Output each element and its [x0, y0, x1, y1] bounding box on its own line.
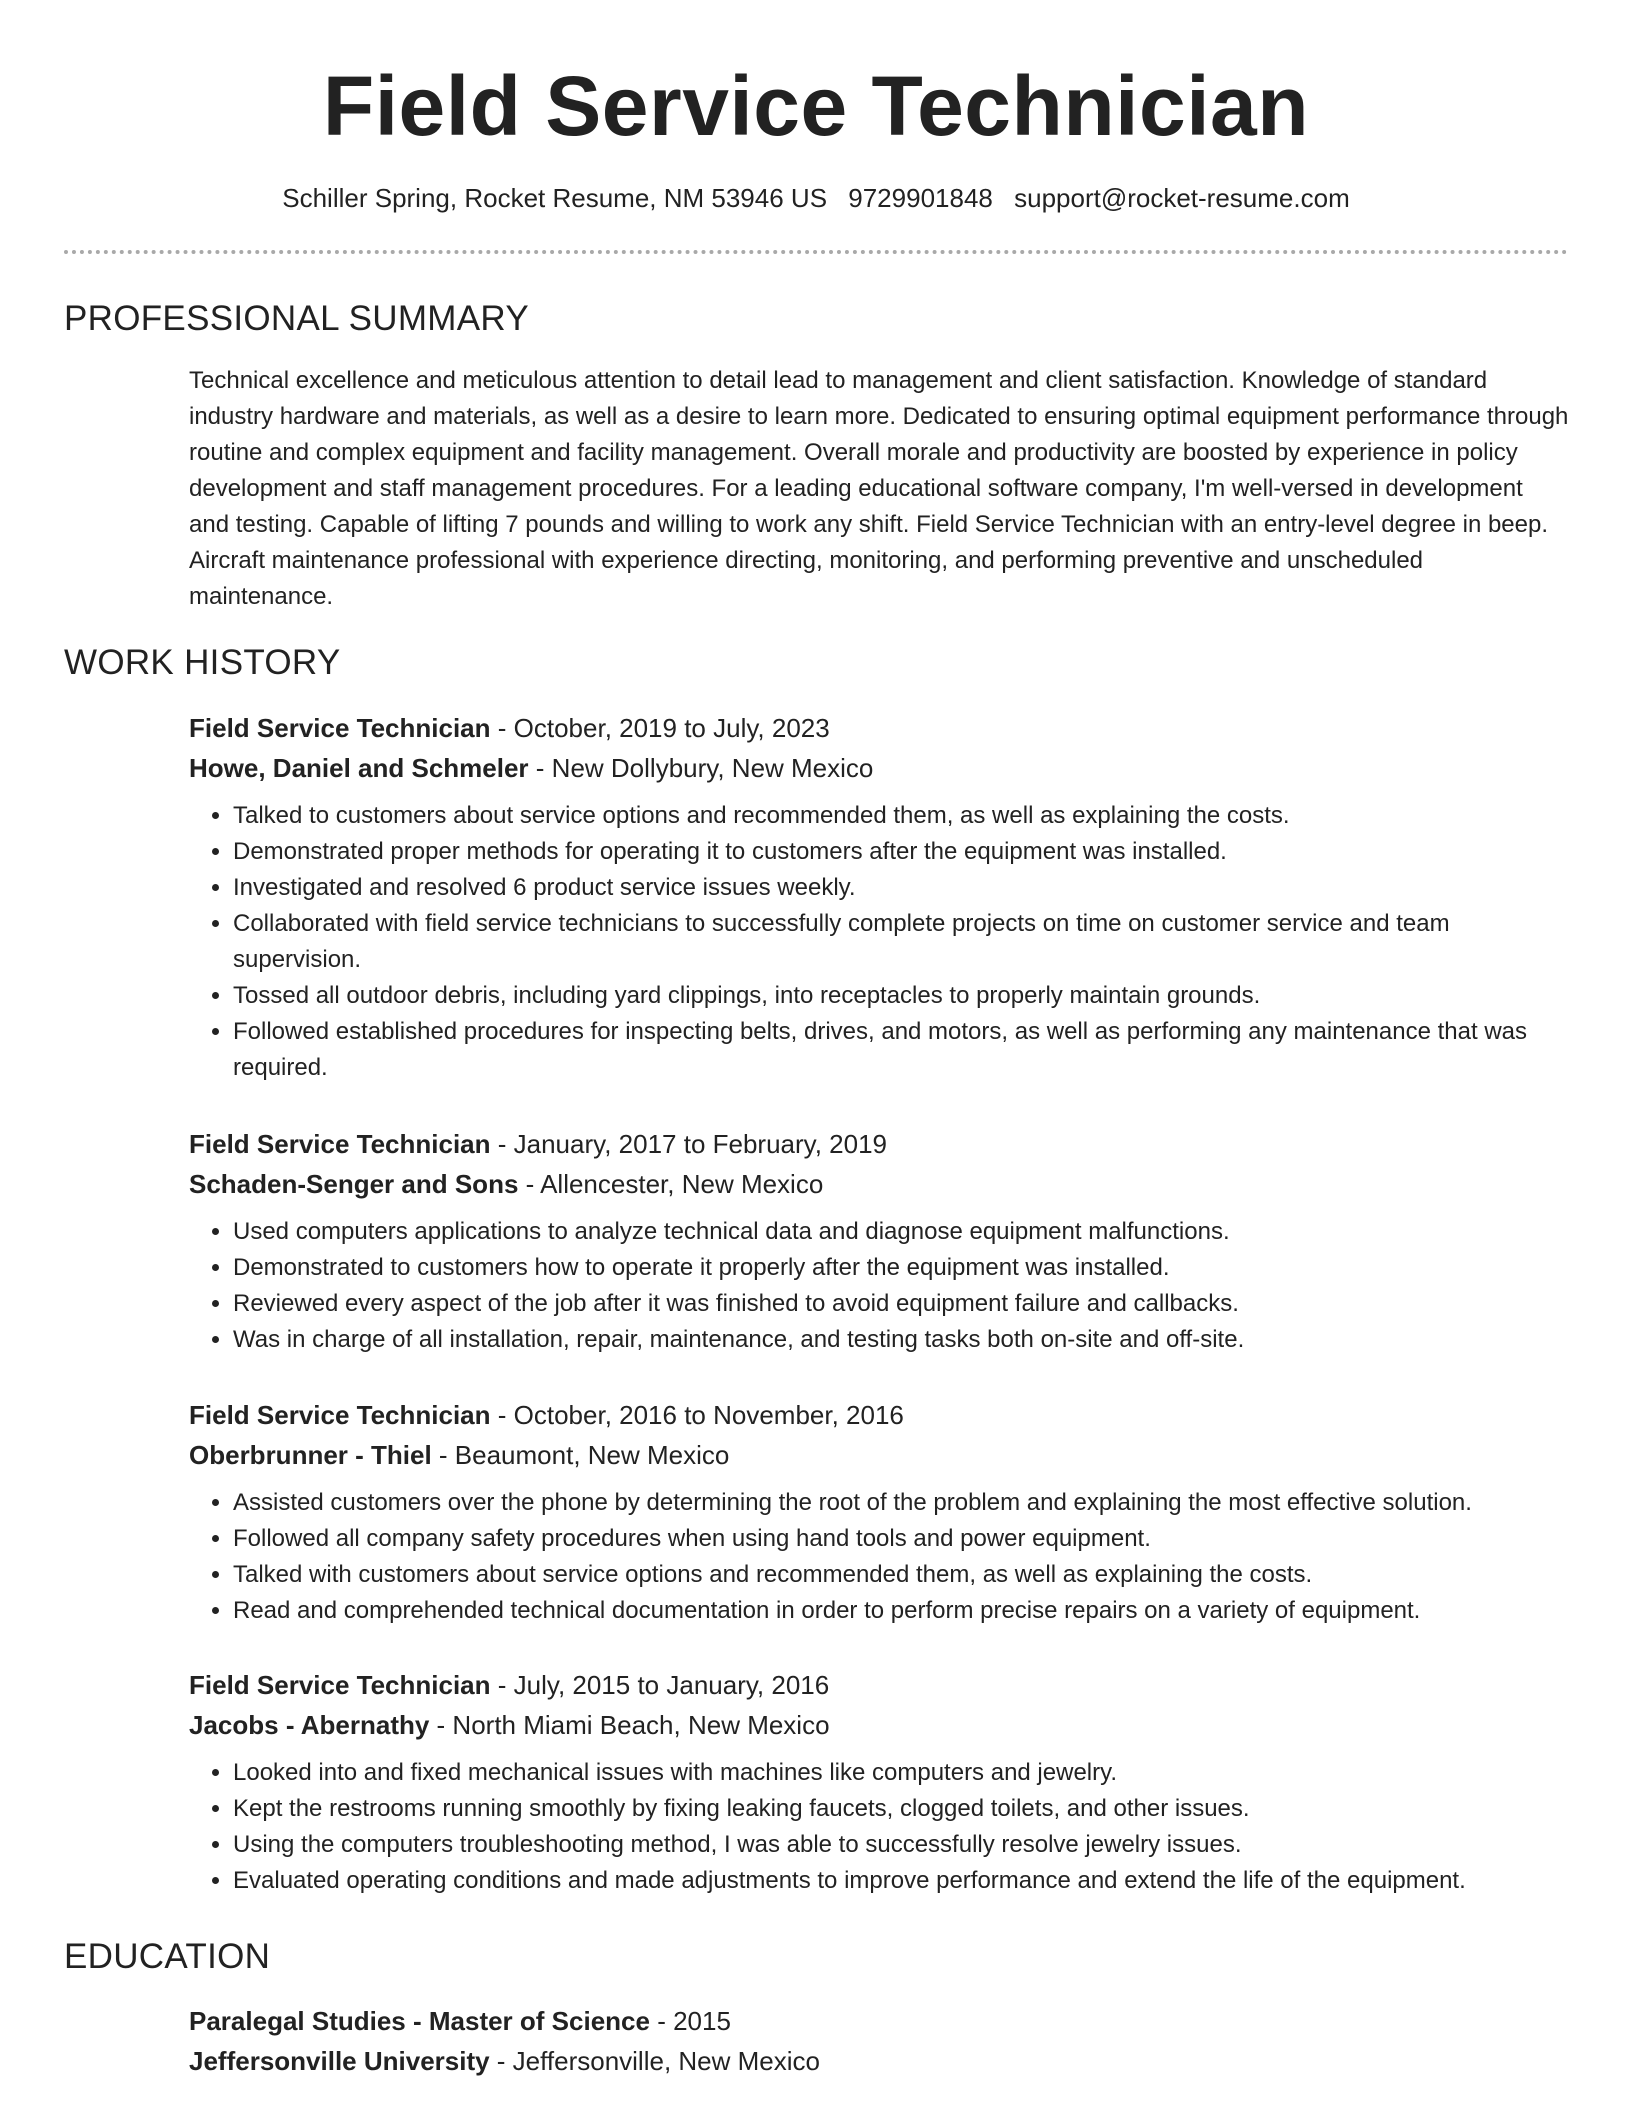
job-bullet: • Demonstrated proper methods for operating it to customers after the equipment was installed.: [233, 834, 1569, 870]
education-school-line: [189, 2041, 1569, 2081]
contact-line: [0, 180, 1632, 216]
job-bullet: • Was in charge of all installation, repair, maintenance, and testing tasks both on-site and off-site.: [233, 1322, 1569, 1358]
resume-name: Field Service Technician: [322, 59, 1310, 153]
job-bullet: • Read and comprehended technical documentation in order to perform precise repairs on a variety of equipment.: [233, 1593, 1569, 1629]
job-bullet: • Looked into and fixed mechanical issues with machines like computers and jewelry.: [233, 1755, 1569, 1791]
work-history-heading: WORK HISTORY: [64, 643, 341, 682]
job-company: Oberbrunner - Thiel: [189, 1440, 432, 1470]
job-bullet: • Followed established procedures for inspecting belts, drives, and motors, as well as performing any maintenance that was required.: [233, 1014, 1569, 1086]
job-entry-2: [189, 1124, 1569, 1358]
job-dates: - January, 2017 to February, 2019: [490, 1129, 888, 1159]
job-bullet: • Collaborated with field service technicians to successfully complete projects on time on customer service and team supervision.: [233, 906, 1569, 978]
header-divider: [64, 250, 1568, 254]
job-company-line: [189, 748, 1569, 788]
job-role: Field Service Technician: [189, 713, 491, 743]
job-bullet: • Talked with customers about service options and recommended them, as well as explaining the costs.: [233, 1557, 1569, 1593]
education-degree: Paralegal Studies - Master of Science: [189, 2006, 650, 2036]
job-bullet: • Demonstrated to customers how to operate it properly after the equipment was installed.: [233, 1250, 1569, 1286]
job-role: Field Service Technician: [189, 1670, 491, 1700]
job-company-line: [189, 1164, 1569, 1204]
job-location: - Allencester, New Mexico: [518, 1169, 824, 1199]
contact-email: support@rocket-resume.com: [1014, 183, 1350, 213]
job-bullet: • Followed all company safety procedures when using hand tools and power equipment.: [233, 1521, 1569, 1557]
job-entry-1: [189, 708, 1569, 1086]
job-dates: - July, 2015 to January, 2016: [490, 1670, 830, 1700]
job-title-line: [189, 708, 1569, 748]
job-bullet: • Kept the restrooms running smoothly by fixing leaking faucets, clogged toilets, and other issues.: [233, 1791, 1569, 1827]
job-dates: - October, 2019 to July, 2023: [490, 713, 830, 743]
job-company: Schaden-Senger and Sons: [189, 1169, 519, 1199]
contact-phone: 9729901848: [848, 183, 993, 213]
contact-address: Schiller Spring, Rocket Resume, NM 53946 US: [282, 183, 828, 213]
job-title-line: [189, 1395, 1569, 1435]
job-bullets: [189, 798, 1569, 1086]
job-location: - Beaumont, New Mexico: [431, 1440, 730, 1470]
job-bullet: • Reviewed every aspect of the job after it was finished to avoid equipment failure and callbacks.: [233, 1286, 1569, 1322]
job-bullet: • Talked to customers about service options and recommended them, as well as explaining the costs.: [233, 798, 1569, 834]
summary-section: [189, 363, 1569, 615]
education-location: - Jeffersonville, New Mexico: [489, 2046, 820, 2076]
summary-text: Technical excellence and meticulous attention to detail lead to management and client satisfaction. Knowledge of standard industry hardware and materials, as well as a desire to learn more. Dedicated to ensuring optimal equipment performance through routine and complex equipment and facility management. Overall morale and productivity are boosted by experience in policy development and staff management procedures. For a leading educational software company, I'm well-versed in development and testing. Capable of lifting 7 pounds and willing to work any shift. Field Service Technician with an entry-level degree in beep. Aircraft maintenance professional with experience directing, monitoring, and performing preventive and unscheduled maintenance.: [189, 367, 1569, 610]
education-heading: EDUCATION: [64, 1937, 271, 1976]
job-company: Jacobs - Abernathy: [189, 1710, 430, 1740]
job-location: - North Miami Beach, New Mexico: [429, 1710, 830, 1740]
summary-heading: PROFESSIONAL SUMMARY: [64, 299, 529, 338]
job-location: - New Dollybury, New Mexico: [528, 753, 874, 783]
job-company-line: [189, 1705, 1569, 1745]
job-company: Howe, Daniel and Schmeler: [189, 753, 529, 783]
education-degree-line: [189, 2001, 1569, 2041]
job-entry-3: [189, 1395, 1569, 1629]
job-bullet: • Used computers applications to analyze technical data and diagnose equipment malfunctions.: [233, 1214, 1569, 1250]
job-bullets: [189, 1485, 1569, 1629]
job-entry-4: [189, 1665, 1569, 1899]
job-role: Field Service Technician: [189, 1400, 491, 1430]
job-bullet: • Assisted customers over the phone by determining the root of the problem and explaining the most effective solution.: [233, 1485, 1569, 1521]
job-bullet: • Evaluated operating conditions and made adjustments to improve performance and extend the life of the equipment.: [233, 1863, 1569, 1899]
job-bullet: • Investigated and resolved 6 product service issues weekly.: [233, 870, 1569, 906]
job-dates: - October, 2016 to November, 2016: [490, 1400, 904, 1430]
job-bullets: [189, 1755, 1569, 1899]
job-bullet: • Tossed all outdoor debris, including yard clippings, into receptacles to properly maintain grounds.: [233, 978, 1569, 1014]
job-title-line: [189, 1665, 1569, 1705]
job-title-line: [189, 1124, 1569, 1164]
education-entry: [189, 2001, 1569, 2081]
job-bullet: • Using the computers troubleshooting method, I was able to successfully resolve jewelry issues.: [233, 1827, 1569, 1863]
education-year: - 2015: [649, 2006, 731, 2036]
job-role: Field Service Technician: [189, 1129, 491, 1159]
education-school: Jeffersonville University: [189, 2046, 490, 2076]
job-bullets: [189, 1214, 1569, 1358]
job-company-line: [189, 1435, 1569, 1475]
